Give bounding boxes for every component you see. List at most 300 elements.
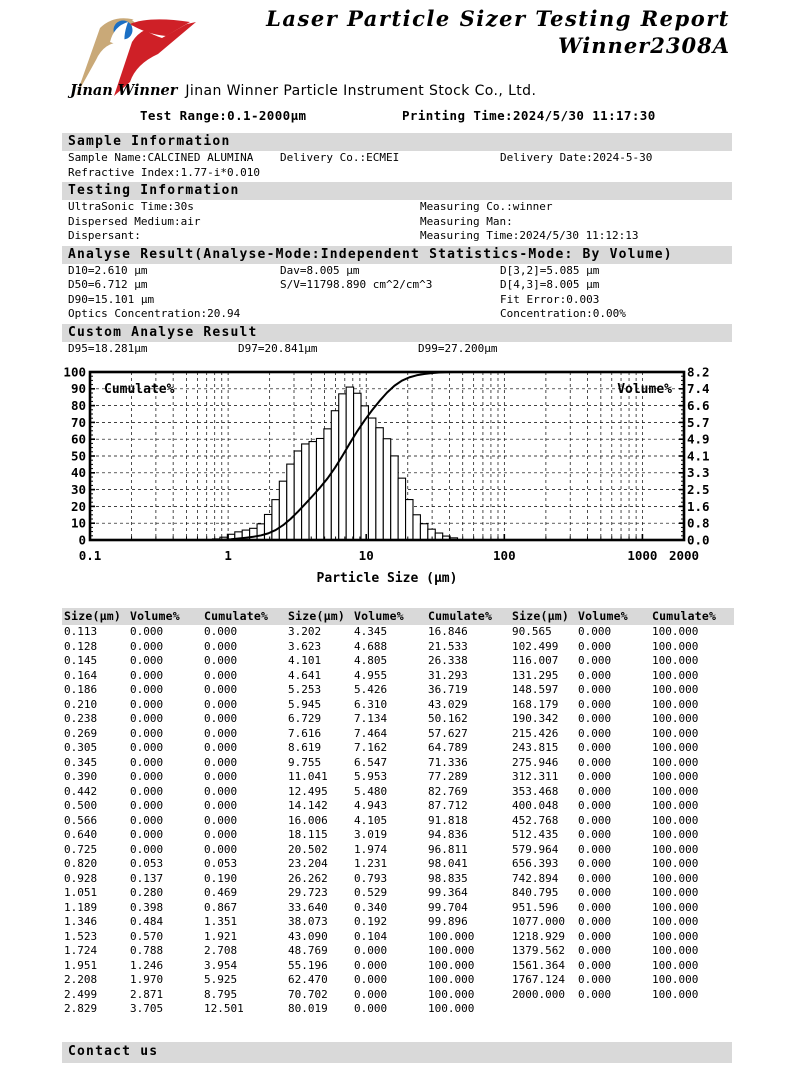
table-cell: 0.000 (130, 741, 164, 754)
table-cell: 0.000 (578, 871, 612, 885)
table-cell (652, 1002, 734, 1017)
table-row (62, 799, 734, 814)
table-cell: 1.351 (204, 915, 238, 928)
sv-value: S/V=11798.890 cm^2/cm^3 (280, 278, 433, 291)
table-cell: 100.000 (652, 987, 699, 1001)
table-cell: 0.000 (578, 929, 612, 943)
table-cell: 5.426 (354, 683, 388, 696)
table-cell: 0.186 (64, 683, 98, 696)
table-cell: 0.000 (204, 799, 238, 812)
table-cell: 0.500 (64, 799, 98, 812)
table-cell: 0.000 (204, 813, 238, 827)
table-cell: 243.815 (512, 741, 559, 754)
table-body (62, 625, 734, 1017)
table-cell: 55.196 (288, 958, 328, 972)
svg-text:60: 60 (70, 431, 86, 447)
table-cell: 0.000 (130, 799, 164, 812)
table-header-cell: Cumulate% (428, 608, 510, 625)
table-cell: 48.769 (288, 944, 328, 957)
svg-text:90: 90 (70, 381, 86, 397)
table-cell: 3.623 (288, 639, 322, 653)
page-title: Laser Particle Sizer Testing Report (266, 6, 730, 31)
table-cell: 1.974 (354, 842, 388, 856)
table-cell: 6.547 (354, 755, 388, 769)
svg-text:50: 50 (70, 448, 86, 464)
table-cell: 0.442 (64, 784, 98, 798)
table-cell: 102.499 (512, 639, 559, 653)
dav-value: Dav=8.005 μm (280, 263, 360, 277)
svg-text:20: 20 (70, 498, 86, 514)
table-row (62, 654, 734, 669)
table-cell: 0.000 (578, 900, 612, 914)
d50-value: D50=6.712 μm (68, 278, 148, 291)
table-row (62, 915, 734, 930)
table-cell: 0.000 (130, 639, 164, 653)
table-header-cell: Size(μm) (286, 608, 354, 625)
sample-info-row-1 (68, 151, 732, 166)
table-cell: 1.346 (64, 915, 98, 928)
table-row (62, 727, 734, 742)
table-cell: 100.000 (652, 799, 699, 812)
table-cell: 100.000 (428, 1002, 475, 1015)
table-cell: 91.818 (428, 813, 468, 827)
table-cell: 4.805 (354, 654, 388, 667)
table-cell: 12.495 (288, 784, 328, 798)
table-cell: 100.000 (652, 639, 699, 653)
table-cell: 0.345 (64, 755, 98, 769)
table-cell: 71.336 (428, 755, 468, 769)
svg-text:1000: 1000 (627, 548, 658, 563)
run-info-line (62, 105, 732, 131)
table-cell: 50.162 (428, 712, 468, 725)
table-cell: 38.073 (288, 915, 328, 928)
table-cell: 100.000 (652, 813, 699, 827)
testing-information-body (62, 200, 732, 244)
table-cell: 0.000 (578, 915, 612, 928)
table-cell: 23.204 (288, 857, 328, 870)
table-cell: 0.000 (578, 625, 612, 638)
table-row (62, 901, 734, 916)
table-cell: 100.000 (428, 973, 475, 986)
table-cell: 2.871 (130, 987, 164, 1001)
testing-info-row-2 (68, 215, 732, 230)
svg-text:8.2: 8.2 (687, 364, 710, 380)
sample-name: Sample Name:CALCINED ALUMINA (68, 151, 254, 164)
table-cell: 0.000 (130, 683, 164, 696)
table-cell: 0.788 (130, 944, 164, 957)
table-cell: 4.943 (354, 799, 388, 812)
table-cell: 452.768 (512, 813, 559, 827)
table-cell: 7.616 (288, 726, 322, 740)
table-row (62, 640, 734, 655)
table-cell: 100.000 (652, 770, 699, 783)
table-cell: 0.000 (578, 944, 612, 957)
table-cell: 0.000 (130, 813, 164, 827)
table-cell: 57.627 (428, 726, 468, 740)
table-row (62, 872, 734, 887)
d32-value: D[3,2]=5.085 μm (500, 263, 600, 277)
distribution-data-table (62, 608, 732, 1017)
table-cell: 20.502 (288, 842, 328, 856)
table-cell: 0.000 (354, 958, 388, 972)
table-cell: 0.928 (64, 871, 98, 885)
table-cell: 0.000 (578, 784, 612, 798)
table-cell: 0.000 (578, 639, 612, 653)
table-cell: 36.719 (428, 683, 468, 696)
table-cell: 100.000 (428, 944, 475, 957)
legend-volume: Volume% (617, 382, 672, 397)
table-cell: 0.000 (204, 770, 238, 783)
table-row (62, 930, 734, 945)
dispersed-medium: Dispersed Medium:air (68, 214, 201, 228)
table-cell: 0.469 (204, 886, 238, 899)
table-cell: 512.435 (512, 828, 559, 841)
table-cell: 0.000 (204, 683, 238, 696)
table-cell: 5.253 (288, 683, 322, 696)
svg-text:100: 100 (493, 548, 516, 563)
table-row (62, 785, 734, 800)
table-cell: 0.000 (578, 697, 612, 711)
testing-info-row-3 (68, 229, 732, 244)
d10-value: D10=2.610 μm (68, 263, 148, 277)
table-cell: 99.896 (428, 915, 468, 928)
table-cell: 0.000 (204, 625, 238, 638)
table-row (62, 770, 734, 785)
table-cell: 82.769 (428, 784, 468, 798)
table-header-cell: Volume% (130, 608, 204, 625)
table-cell: 0.000 (578, 654, 612, 667)
svg-text:3.3: 3.3 (687, 465, 710, 481)
table-row (62, 988, 734, 1003)
report-header (62, 0, 732, 105)
table-cell: 90.565 (512, 625, 552, 638)
table-cell: 0.000 (130, 842, 164, 856)
table-cell: 0.000 (204, 654, 238, 667)
table-cell: 0.113 (64, 625, 98, 638)
table-cell: 7.134 (354, 712, 388, 725)
svg-text:0.8: 0.8 (687, 515, 710, 531)
table-cell: 5.953 (354, 770, 388, 783)
table-row (62, 1002, 734, 1017)
table-cell: 951.596 (512, 900, 559, 914)
table-cell: 0.000 (130, 697, 164, 711)
table-cell: 0.793 (354, 871, 388, 885)
measuring-time: Measuring Time:2024/5/30 11:12:13 (420, 229, 639, 242)
custom-analyse-row-1 (68, 342, 732, 357)
table-cell: 77.289 (428, 770, 468, 783)
measuring-man: Measuring Man: (420, 214, 513, 228)
table-cell: 8.619 (288, 741, 322, 754)
table-row (62, 683, 734, 698)
table-cell: 4.955 (354, 668, 388, 682)
analyse-row-1 (68, 264, 732, 279)
table-cell: 215.426 (512, 726, 559, 740)
table-cell: 148.597 (512, 683, 559, 696)
table-header-cell: Volume% (578, 608, 652, 625)
optics-concentration-value: Optics Concentration:20.94 (68, 307, 241, 320)
table-cell: 0.000 (204, 712, 238, 725)
table-cell: 579.964 (512, 842, 559, 856)
table-cell: 0.192 (354, 915, 388, 928)
table-cell: 1.724 (64, 944, 98, 957)
table-row (62, 973, 734, 988)
custom-analyse-result-body (62, 342, 732, 357)
table-row (62, 857, 734, 872)
table-cell: 0.000 (204, 741, 238, 754)
d90-value: D90=15.101 μm (68, 292, 155, 306)
table-cell: 100.000 (652, 654, 699, 667)
table-cell: 100.000 (652, 668, 699, 682)
table-cell: 0.000 (204, 828, 238, 841)
table-cell: 98.041 (428, 857, 468, 870)
table-cell: 96.811 (428, 842, 468, 856)
svg-text:6.6: 6.6 (687, 398, 710, 413)
table-header-row (62, 608, 734, 625)
table-header-cell: Cumulate% (652, 608, 734, 625)
table-cell: 80.019 (288, 1002, 328, 1015)
measuring-co: Measuring Co.:winner (420, 200, 553, 213)
testing-information-heading: Testing Information (62, 182, 732, 200)
analyse-row-4 (68, 307, 732, 322)
table-cell: 0.000 (204, 842, 238, 856)
table-cell: 0.000 (130, 755, 164, 769)
table-cell: 100.000 (652, 900, 699, 914)
table-cell: 2000.000 (512, 987, 565, 1001)
table-cell: 742.894 (512, 871, 559, 885)
table-cell: 3.705 (130, 1002, 164, 1015)
table-cell: 4.101 (288, 654, 322, 667)
table-cell: 131.295 (512, 668, 559, 682)
table-cell: 87.712 (428, 799, 468, 812)
table-cell: 99.704 (428, 900, 468, 914)
table-cell: 31.293 (428, 668, 468, 682)
test-range: Test Range:0.1-2000μm (140, 108, 307, 123)
table-cell: 0.269 (64, 726, 98, 740)
table-cell: 100.000 (652, 842, 699, 856)
table-cell: 100.000 (652, 755, 699, 769)
table-cell: 168.179 (512, 697, 559, 711)
table-cell: 0.000 (354, 973, 388, 986)
table-cell: 1.951 (64, 958, 98, 972)
table-cell: 0.000 (130, 770, 164, 783)
table-cell: 100.000 (652, 741, 699, 754)
table-cell: 0.000 (130, 828, 164, 841)
table-cell: 353.468 (512, 784, 559, 798)
table-cell: 6.729 (288, 712, 322, 725)
analyse-row-3 (68, 293, 732, 308)
svg-text:5.7: 5.7 (687, 414, 710, 430)
svg-text:30: 30 (70, 482, 86, 497)
table-cell: 1767.124 (512, 973, 565, 986)
table-cell: 100.000 (652, 871, 699, 885)
table-cell: 1077.000 (512, 915, 565, 928)
table-cell: 0.000 (578, 813, 612, 827)
table-cell: 100.000 (652, 886, 699, 899)
table-cell: 0.000 (130, 784, 164, 798)
table-cell: 0.725 (64, 842, 98, 856)
d99-value: D99=27.200μm (418, 341, 498, 355)
sample-information-heading: Sample Information (62, 133, 732, 151)
table-cell: 4.105 (354, 813, 388, 827)
table-cell: 0.210 (64, 697, 98, 711)
chart-canvas (62, 362, 732, 587)
concentration-value: Concentration:0.00% (500, 307, 626, 320)
table-cell: 100.000 (652, 828, 699, 841)
table-cell: 98.835 (428, 871, 468, 885)
svg-text:70: 70 (70, 414, 86, 430)
table-cell: 100.000 (652, 958, 699, 972)
table-header-cell: Size(μm) (510, 608, 578, 625)
table-cell: 0.053 (130, 857, 164, 870)
svg-text:1.6: 1.6 (687, 498, 710, 514)
table-row (62, 886, 734, 901)
table-cell: 0.000 (578, 886, 612, 899)
volume-histogram (213, 387, 458, 540)
table-cell: 100.000 (652, 944, 699, 957)
sample-information-body (62, 151, 732, 180)
table-cell: 26.338 (428, 654, 468, 667)
table-cell: 5.945 (288, 697, 322, 711)
table-cell: 18.115 (288, 828, 328, 841)
refractive-index: Refractive Index:1.77-i*0.010 (68, 165, 261, 179)
table-cell: 0.000 (204, 784, 238, 798)
table-row (62, 698, 734, 713)
table-cell: 656.393 (512, 857, 559, 870)
testing-info-row-1 (68, 200, 732, 215)
table-cell: 0.000 (578, 958, 612, 972)
table-row (62, 756, 734, 771)
svg-text:4.9: 4.9 (687, 431, 710, 447)
report-title-block (266, 6, 730, 58)
table-cell (510, 1002, 578, 1017)
table-cell: 100.000 (652, 784, 699, 798)
table-cell: 0.000 (204, 755, 238, 769)
table-cell: 64.789 (428, 741, 468, 754)
table-cell: 0.820 (64, 857, 98, 870)
svg-text:4.1: 4.1 (687, 448, 710, 464)
ultrasonic-time: UltraSonic Time:30s (68, 200, 194, 213)
table-cell: 7.162 (354, 741, 388, 754)
table-cell: 0.566 (64, 813, 98, 827)
table-cell: 0.000 (578, 755, 612, 769)
table-cell: 100.000 (652, 726, 699, 740)
table-cell: 0.000 (204, 668, 238, 682)
table-row (62, 669, 734, 684)
legend-cumulate: Cumulate% (104, 382, 175, 397)
table-cell: 12.501 (204, 1002, 244, 1015)
table-cell: 3.202 (288, 625, 322, 638)
custom-analyse-result-heading: Custom Analyse Result (62, 324, 732, 342)
svg-text:0.1: 0.1 (78, 548, 102, 563)
table-row (62, 828, 734, 843)
particle-size-distribution-chart (62, 362, 732, 592)
table-cell: 4.345 (354, 625, 388, 638)
analyse-row-2 (68, 278, 732, 293)
table-cell: 0.000 (578, 828, 612, 841)
table-row (62, 843, 734, 858)
svg-text:2000: 2000 (668, 548, 700, 563)
table-cell: 0.529 (354, 886, 388, 899)
table-cell: 400.048 (512, 799, 559, 812)
table-cell: 0.238 (64, 712, 98, 725)
table-cell: 840.795 (512, 886, 559, 899)
d43-value: D[4,3]=8.005 μm (500, 278, 600, 291)
table-cell: 0.398 (130, 900, 164, 914)
svg-text:40: 40 (70, 465, 86, 481)
table-cell: 43.029 (428, 697, 468, 711)
table-cell: 70.702 (288, 987, 328, 1001)
table-cell: 0.000 (578, 712, 612, 725)
table-cell: 26.262 (288, 871, 328, 885)
table-cell: 2.208 (64, 973, 98, 986)
table-cell: 0.053 (204, 857, 238, 870)
fit-error-value: Fit Error:0.003 (500, 292, 600, 306)
table-cell: 312.311 (512, 770, 559, 783)
table-cell: 0.000 (354, 1002, 388, 1015)
table-cell: 100.000 (652, 973, 699, 986)
logo-wordmark: Jinan Winner (70, 82, 178, 99)
table-row (62, 814, 734, 829)
sample-info-row-2 (68, 166, 732, 181)
table-cell: 33.640 (288, 900, 328, 914)
table-cell: 0.570 (130, 929, 164, 943)
table-cell: 0.000 (578, 683, 612, 696)
table-cell: 1561.364 (512, 958, 565, 972)
table-cell: 100.000 (652, 625, 699, 638)
table-cell: 3.954 (204, 958, 238, 972)
delivery-co: Delivery Co.:ECMEI (280, 151, 400, 164)
table-row (62, 741, 734, 756)
table-cell: 0.000 (204, 697, 238, 711)
table-cell: 62.470 (288, 973, 328, 986)
analyse-result-body (62, 264, 732, 322)
table-cell: 29.723 (288, 886, 328, 899)
table-header-cell: Volume% (354, 608, 428, 625)
table-cell: 1.246 (130, 958, 164, 972)
table-cell: 0.000 (578, 857, 612, 870)
company-full-name: Jinan Winner Particle Instrument Stock Co., Ltd. (185, 83, 537, 99)
table-cell: 116.007 (512, 654, 559, 667)
svg-text:2.5: 2.5 (687, 482, 710, 497)
table-cell: 0.000 (130, 712, 164, 725)
table-cell: 21.533 (428, 639, 468, 653)
table-cell: 4.641 (288, 668, 322, 682)
table-cell: 0.000 (578, 741, 612, 754)
table-cell: 16.846 (428, 625, 468, 638)
table-cell: 7.464 (354, 726, 388, 740)
table-cell: 1.921 (204, 929, 238, 943)
table-cell: 16.006 (288, 813, 328, 827)
table-cell: 0.000 (578, 799, 612, 812)
table-row (62, 625, 734, 640)
table-cell: 0.000 (578, 973, 612, 986)
table-cell: 0.137 (130, 871, 164, 885)
table-cell: 2.708 (204, 944, 238, 957)
table-cell: 11.041 (288, 770, 328, 783)
table-cell: 100.000 (652, 857, 699, 870)
svg-text:1: 1 (224, 548, 232, 563)
delivery-date: Delivery Date:2024-5-30 (500, 151, 653, 164)
table-cell: 100.000 (652, 929, 699, 943)
table-cell: 1.051 (64, 886, 98, 899)
table-cell: 100.000 (652, 697, 699, 711)
d97-value: D97=20.841μm (238, 341, 318, 355)
table-cell: 6.310 (354, 697, 388, 711)
table-cell: 9.755 (288, 755, 322, 769)
svg-text:10: 10 (70, 515, 86, 531)
table-cell: 0.104 (354, 929, 388, 943)
x-axis-label: Particle Size (μm) (316, 571, 458, 586)
